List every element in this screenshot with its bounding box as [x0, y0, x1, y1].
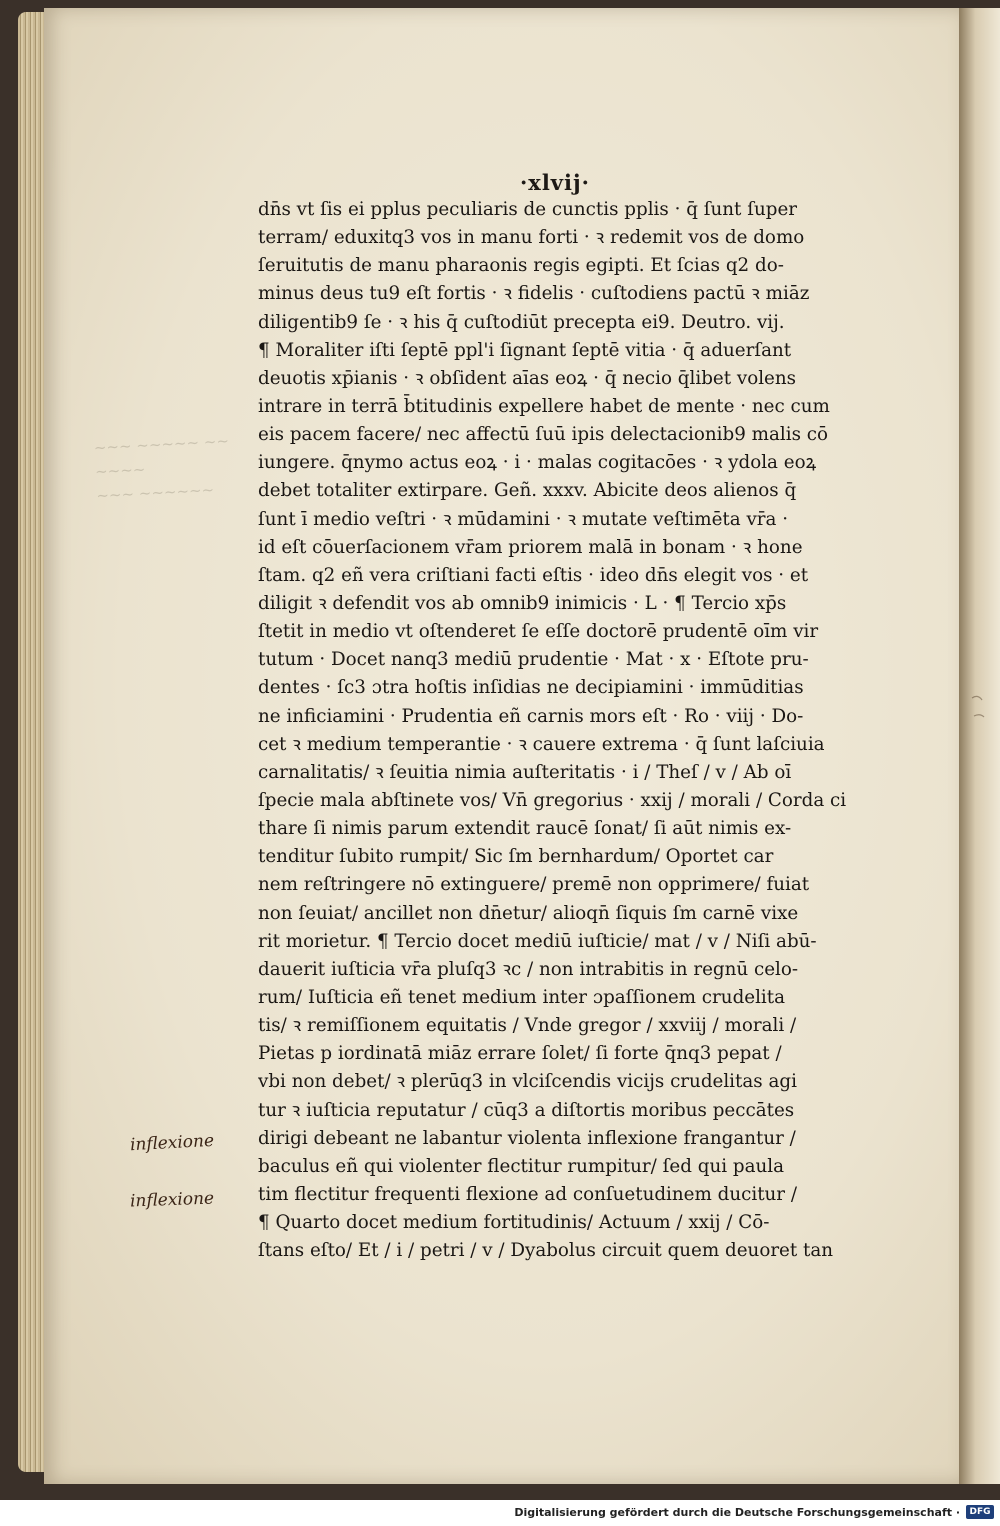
text-line: nem reſtringere nō extinguere/ premē non opprimere/ fuiat — [258, 874, 810, 896]
text-line: ſtetit in medio vt oſtenderet ſe eſſe doctorē prudentē oīm vir — [258, 621, 819, 643]
text-line: intrare in terrā b̄titudinis expellere habet de mente · nec cum — [258, 395, 830, 417]
text-line: diligentib9 ſe · ꝛ his q̄ cuſtodiūt precepta ei9. Deutro. vij. — [258, 311, 785, 333]
text-line: dentes · ſc3 ɔtra hoſtis inſidias ne decipiamini · immūditias — [258, 677, 804, 699]
text-line: baculus eñ qui violenter flectitur rumpitur/ ſed qui paula — [258, 1155, 784, 1177]
book-gutter — [959, 8, 1000, 1484]
edge-annotation-mark — [968, 690, 992, 730]
digitization-footer — [0, 1500, 1000, 1526]
text-line: ¶ Moraliter iſti ſeptē ppl'i ſignant ſeptē vitia · q̄ aduerſant — [258, 339, 792, 361]
text-line: rit morietur. ¶ Tercio docet mediū iuſticie/ mat / v / Niſi abū- — [258, 930, 817, 952]
text-line: debet totaliter extirpare. Geñ. xxxv. Abicite deos alienos q̄ — [258, 480, 797, 502]
funding-credit: Digitalisierung gefördert durch die Deutsche Forschungsgemeinschaft · — [514, 1506, 960, 1519]
text-line: ¶ Quarto docet medium fortitudinis/ Actuum / xxij / Cō- — [258, 1212, 770, 1234]
text-line: thare ſi nimis parum extendit raucē ſonat/ ſi aūt nimis ex- — [258, 818, 792, 840]
text-line: deuotis xp̄ianis · ꝛ obſident aīas eoꝝ · q̄ necio q̄libet volens — [258, 367, 797, 389]
text-line: minus deus tu9 eſt fortis · ꝛ fidelis · cuſtodiens pactū ꝛ miāz — [258, 283, 810, 305]
text-line: dn̄s vt ſis ei pplus peculiaris de cunctis pplis · q̄ ſunt ſuper — [258, 199, 798, 220]
margin-note: inflexione — [129, 1188, 215, 1212]
text-line: vbi non debet/ ꝛ plerūq3 in vlciſcendis vicijs crudelitas agi — [258, 1071, 797, 1093]
show-through-text: ~~~ ~~~~~ ~~ ~~~~ ~~~ ~~~~~~ — [93, 431, 230, 505]
page-edges — [18, 12, 46, 1472]
text-line: tis/ ꝛ remiſſionem equitatis / Vnde gregor / xxviij / morali / — [258, 1015, 797, 1037]
text-line: tur ꝛ iuſticia reputatur / cūq3 a diſtortis moribus peccātes — [258, 1099, 795, 1121]
text-line: tenditur ſubito rumpit/ Sic ſm bernhardum/ Oportet car — [258, 846, 774, 868]
text-line: Pietas p iordinatā miāz errare ſolet/ ſi forte q̄nq3 pepat / — [258, 1043, 782, 1065]
text-line: ſunt ī medio veſtri · ꝛ mūdamini · ꝛ mutate veſtimēta vr̄a · — [258, 508, 789, 530]
text-line: id eſt cōuerſacionem vr̄am priorem malā in bonam · ꝛ hone — [258, 536, 803, 558]
text-line: ſeruitutis de manu pharaonis regis egipti. Et ſcias q2 do- — [258, 255, 784, 277]
text-line: ne inficiamini · Prudentia eñ carnis mors eſt · Ro · viij · Do- — [258, 705, 804, 727]
margin-note: inflexione — [129, 1130, 215, 1156]
text-line: terram/ eduxitq3 vos in manu forti · ꝛ redemit vos de domo — [258, 227, 805, 249]
text-line: dauerit iuſticia vr̄a pluſq3 ꝛc / non intrabitis in regnū celo- — [258, 958, 799, 980]
body-text — [258, 196, 910, 1265]
text-line: eis pacem facere/ nec affectū ſuū ipis delectacionib9 malis cō — [258, 424, 829, 446]
text-line: diligit ꝛ defendit vos ab omnib9 inimicis · L · ¶ Tercio xp̄s — [258, 592, 787, 614]
text-line: ſtans eſto/ Et / i / petri / v / Dyabolus circuit quem deuoret tan — [258, 1240, 834, 1262]
text-line: ſpecie mala abſtinete vos/ Vn̄ gregorius · xxij / morali / Corda ci — [258, 789, 847, 811]
dfg-logo: DFG — [966, 1505, 994, 1519]
text-line: dirigi debeant ne labantur violenta inflexione frangantur / — [258, 1127, 796, 1149]
text-line: tutum · Docet nanq3 mediū prudentie · Mat · x · Eſtote pru- — [258, 649, 809, 671]
text-line: iungere. q̄nymo actus eoꝝ · i · malas cogitacōes · ꝛ ydola eoꝝ — [258, 452, 817, 474]
text-line: tim flectitur frequenti flexione ad conſuetudinem ducitur / — [258, 1183, 798, 1205]
text-line: rum/ Iuſticia eñ tenet medium inter ɔpaſſionem crudelita — [258, 986, 786, 1008]
text-line: non ſeuiat/ ancillet non dn̄etur/ alioqn̄ ſiquis ſm carnē vixe — [258, 902, 799, 924]
folio-number: ·xlvij· — [520, 170, 590, 195]
text-line: ſtam. q2 eñ vera criſtiani facti eſtis · ideo dn̄s elegit vos · et — [258, 564, 809, 586]
text-line: carnalitatis/ ꝛ ſeuitia nimia auſteritatis · i / Theſ / v / Ab oī — [258, 761, 792, 783]
text-line: cet ꝛ medium temperantie · ꝛ cauere extrema · q̄ ſunt laſciuia — [258, 733, 825, 755]
